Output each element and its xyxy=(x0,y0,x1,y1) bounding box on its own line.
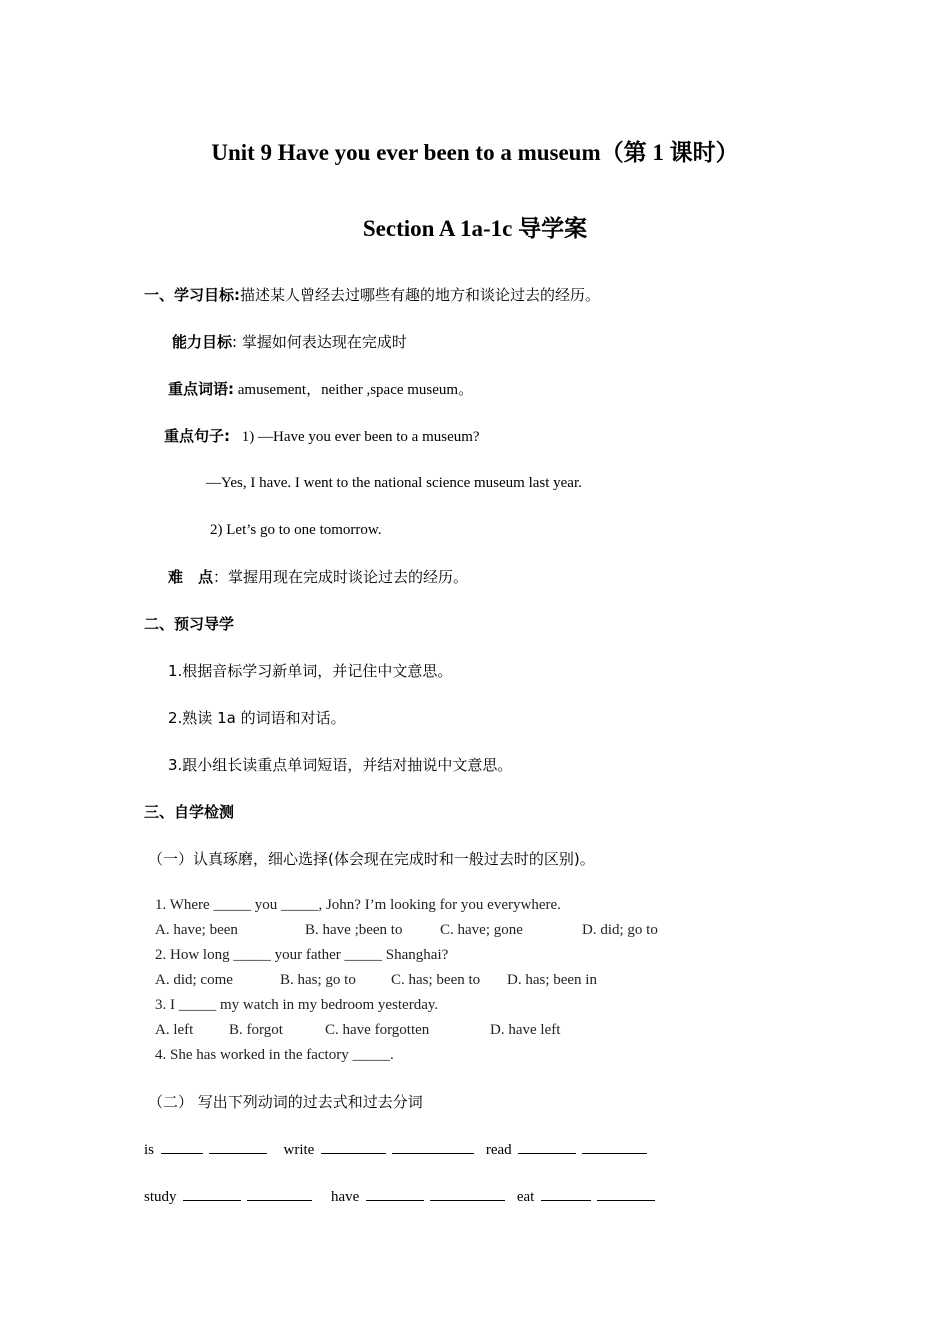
answer-blank[interactable] xyxy=(321,1139,386,1154)
sentence-1: 1) —Have you ever been to a museum? xyxy=(241,429,480,445)
key-words-text: amusement，neither ,space museum。 xyxy=(234,382,474,398)
answer-blank[interactable] xyxy=(518,1139,576,1154)
option: B. forgot xyxy=(229,1022,283,1038)
preview-item: 1.根据音标学习新单词，并记住中文意思。 xyxy=(168,662,453,680)
question-1-options xyxy=(155,920,658,940)
answer-blank[interactable] xyxy=(582,1139,647,1154)
option: B. have ;been to xyxy=(305,922,403,938)
sentence-2: 2) Let’s go to one tomorrow. xyxy=(210,522,382,538)
option: A. left xyxy=(155,1022,194,1038)
answer-blank[interactable] xyxy=(209,1139,267,1154)
option: D. did; go to xyxy=(582,922,658,938)
answer-blank[interactable] xyxy=(366,1186,424,1201)
verb-row xyxy=(144,1139,650,1160)
section-1-label: 一、学习目标: xyxy=(144,286,240,304)
verb: write xyxy=(283,1142,315,1158)
option: C. have forgotten xyxy=(325,1022,430,1038)
ability-text: : 掌握如何表达现在完成时 xyxy=(232,333,407,351)
part-2-instruction: （二） 写出下列动词的过去式和过去分词 xyxy=(148,1093,423,1111)
section-2-heading: 二、预习导学 xyxy=(144,615,235,633)
answer-blank[interactable] xyxy=(430,1186,505,1201)
verb: read xyxy=(485,1142,512,1158)
question-3-options xyxy=(155,1020,560,1040)
key-sentences xyxy=(164,426,480,447)
question-3: 3. I _____ my watch in my bedroom yesterday. xyxy=(155,997,439,1013)
option: C. has; been to xyxy=(391,972,481,988)
option: A. have; been xyxy=(155,922,238,938)
option: D. have left xyxy=(490,1022,561,1038)
doc-title: Unit 9 Have you ever been to a museum（第 1 课时） xyxy=(211,140,739,165)
key-words xyxy=(168,379,473,400)
question-2-options xyxy=(155,970,597,990)
key-words-label: 重点词语: xyxy=(168,380,234,398)
difficulty xyxy=(168,567,468,587)
option: D. has; been in xyxy=(507,972,597,988)
section-1-heading xyxy=(144,285,600,305)
verb: study xyxy=(144,1189,177,1205)
difficulty-label: 难 点 xyxy=(168,568,214,586)
ability-label: 能力目标 xyxy=(172,333,233,351)
option: A. did; come xyxy=(155,972,233,988)
verb: is xyxy=(144,1142,155,1158)
ability-goal xyxy=(172,332,407,352)
verb: have xyxy=(331,1189,360,1205)
answer-blank[interactable] xyxy=(161,1139,203,1154)
verb-row xyxy=(144,1186,658,1207)
preview-item: 3.跟小组长读重点单词短语，并结对抽说中文意思。 xyxy=(168,756,513,774)
option: C. have; gone xyxy=(440,922,523,938)
question-4: 4. She has worked in the factory _____. xyxy=(155,1047,394,1063)
preview-item: 2.熟读 1a 的词语和对话。 xyxy=(168,709,346,727)
part-1-instruction: （一）认真琢磨，细心选择(体会现在完成时和一般过去时的区别)。 xyxy=(148,850,595,868)
key-sentences-label: 重点句子: xyxy=(164,427,230,445)
section-3-heading: 三、自学检测 xyxy=(144,803,235,821)
question-1: 1. Where _____ you _____, John? I’m looking for you everywhere. xyxy=(155,897,561,913)
answer-blank[interactable] xyxy=(597,1186,655,1201)
doc-subtitle: Section A 1a-1c 导学案 xyxy=(362,216,588,241)
sentence-1-answer: —Yes, I have. I went to the national science museum last year. xyxy=(206,475,582,491)
answer-blank[interactable] xyxy=(392,1139,474,1154)
answer-blank[interactable] xyxy=(183,1186,241,1201)
answer-blank[interactable] xyxy=(541,1186,591,1201)
question-2: 2. How long _____ your father _____ Shanghai? xyxy=(155,947,449,963)
difficulty-text: ：掌握用现在完成时谈论过去的经历。 xyxy=(213,568,469,586)
verb: eat xyxy=(516,1189,535,1205)
option: B. has; go to xyxy=(280,972,356,988)
answer-blank[interactable] xyxy=(247,1186,312,1201)
section-1-text: 描述某人曾经去过哪些有趣的地方和谈论过去的经历。 xyxy=(240,286,601,304)
